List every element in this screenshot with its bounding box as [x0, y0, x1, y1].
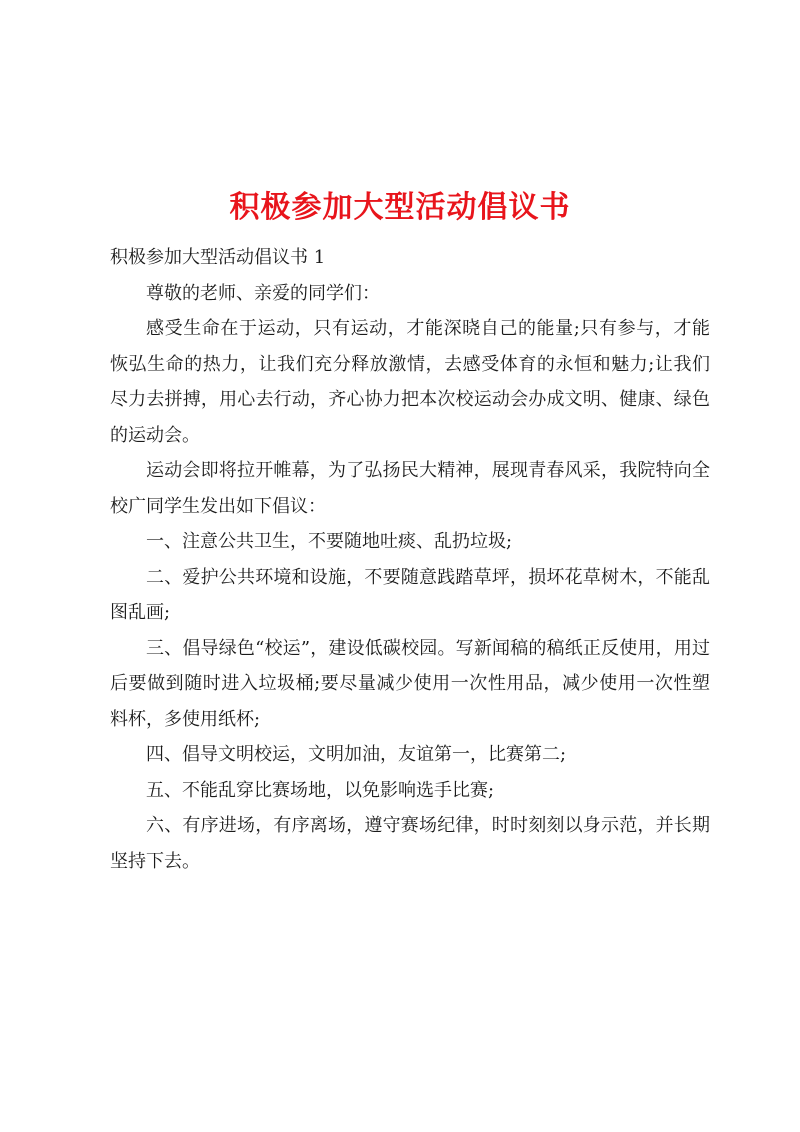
salutation-paragraph: 尊敬的老师、亲爱的同学们： — [146, 282, 380, 304]
proposal-item: 一、注意公共卫生，不要随地吐痰、乱扔垃圾; — [146, 531, 513, 552]
body-paragraph: 运动会即将拉开帷幕，为了弘扬民大精神，展现青春风采，我院特向全校广同学生发出如下倡议： — [110, 460, 710, 517]
proposal-item: 三、倡导绿色“校运”，建设低碳校园。写新闻稿的稿纸正反使用，用过后要做到随时进入垃圾桶;要尽量减少使用一次性用品，减少使用一次性塑料杯，多使用纸杯; — [110, 637, 710, 730]
document-body — [110, 240, 710, 879]
proposal-item: 五、不能乱穿比赛场地，以免影响选手比赛; — [146, 779, 495, 801]
page-title: 积极参加大型活动倡议书 — [229, 190, 571, 226]
body-paragraph: 感受生命在于运动，只有运动，才能深晓自己的能量;只有参与，才能恢弘生命的热力，让我们充分释放激情，去感受体育的永恒和魅力;让我们尽力去拼搏，用心去行动，齐心协力把本次校运动会办成文明、健康、绿色的运动会。 — [110, 318, 710, 446]
proposal-item: 二、爱护公共环境和设施，不要随意践踏草坪，损坏花草树木，不能乱图乱画; — [110, 566, 710, 623]
proposal-item: 六、有序进场，有序离场，遵守赛场纪律，时时刻刻以身示范，并长期坚持下去。 — [110, 815, 710, 872]
proposal-item: 四、倡导文明校运，文明加油，友谊第一，比赛第二; — [146, 744, 567, 765]
section-heading: 积极参加大型活动倡议书 1 — [110, 247, 326, 268]
